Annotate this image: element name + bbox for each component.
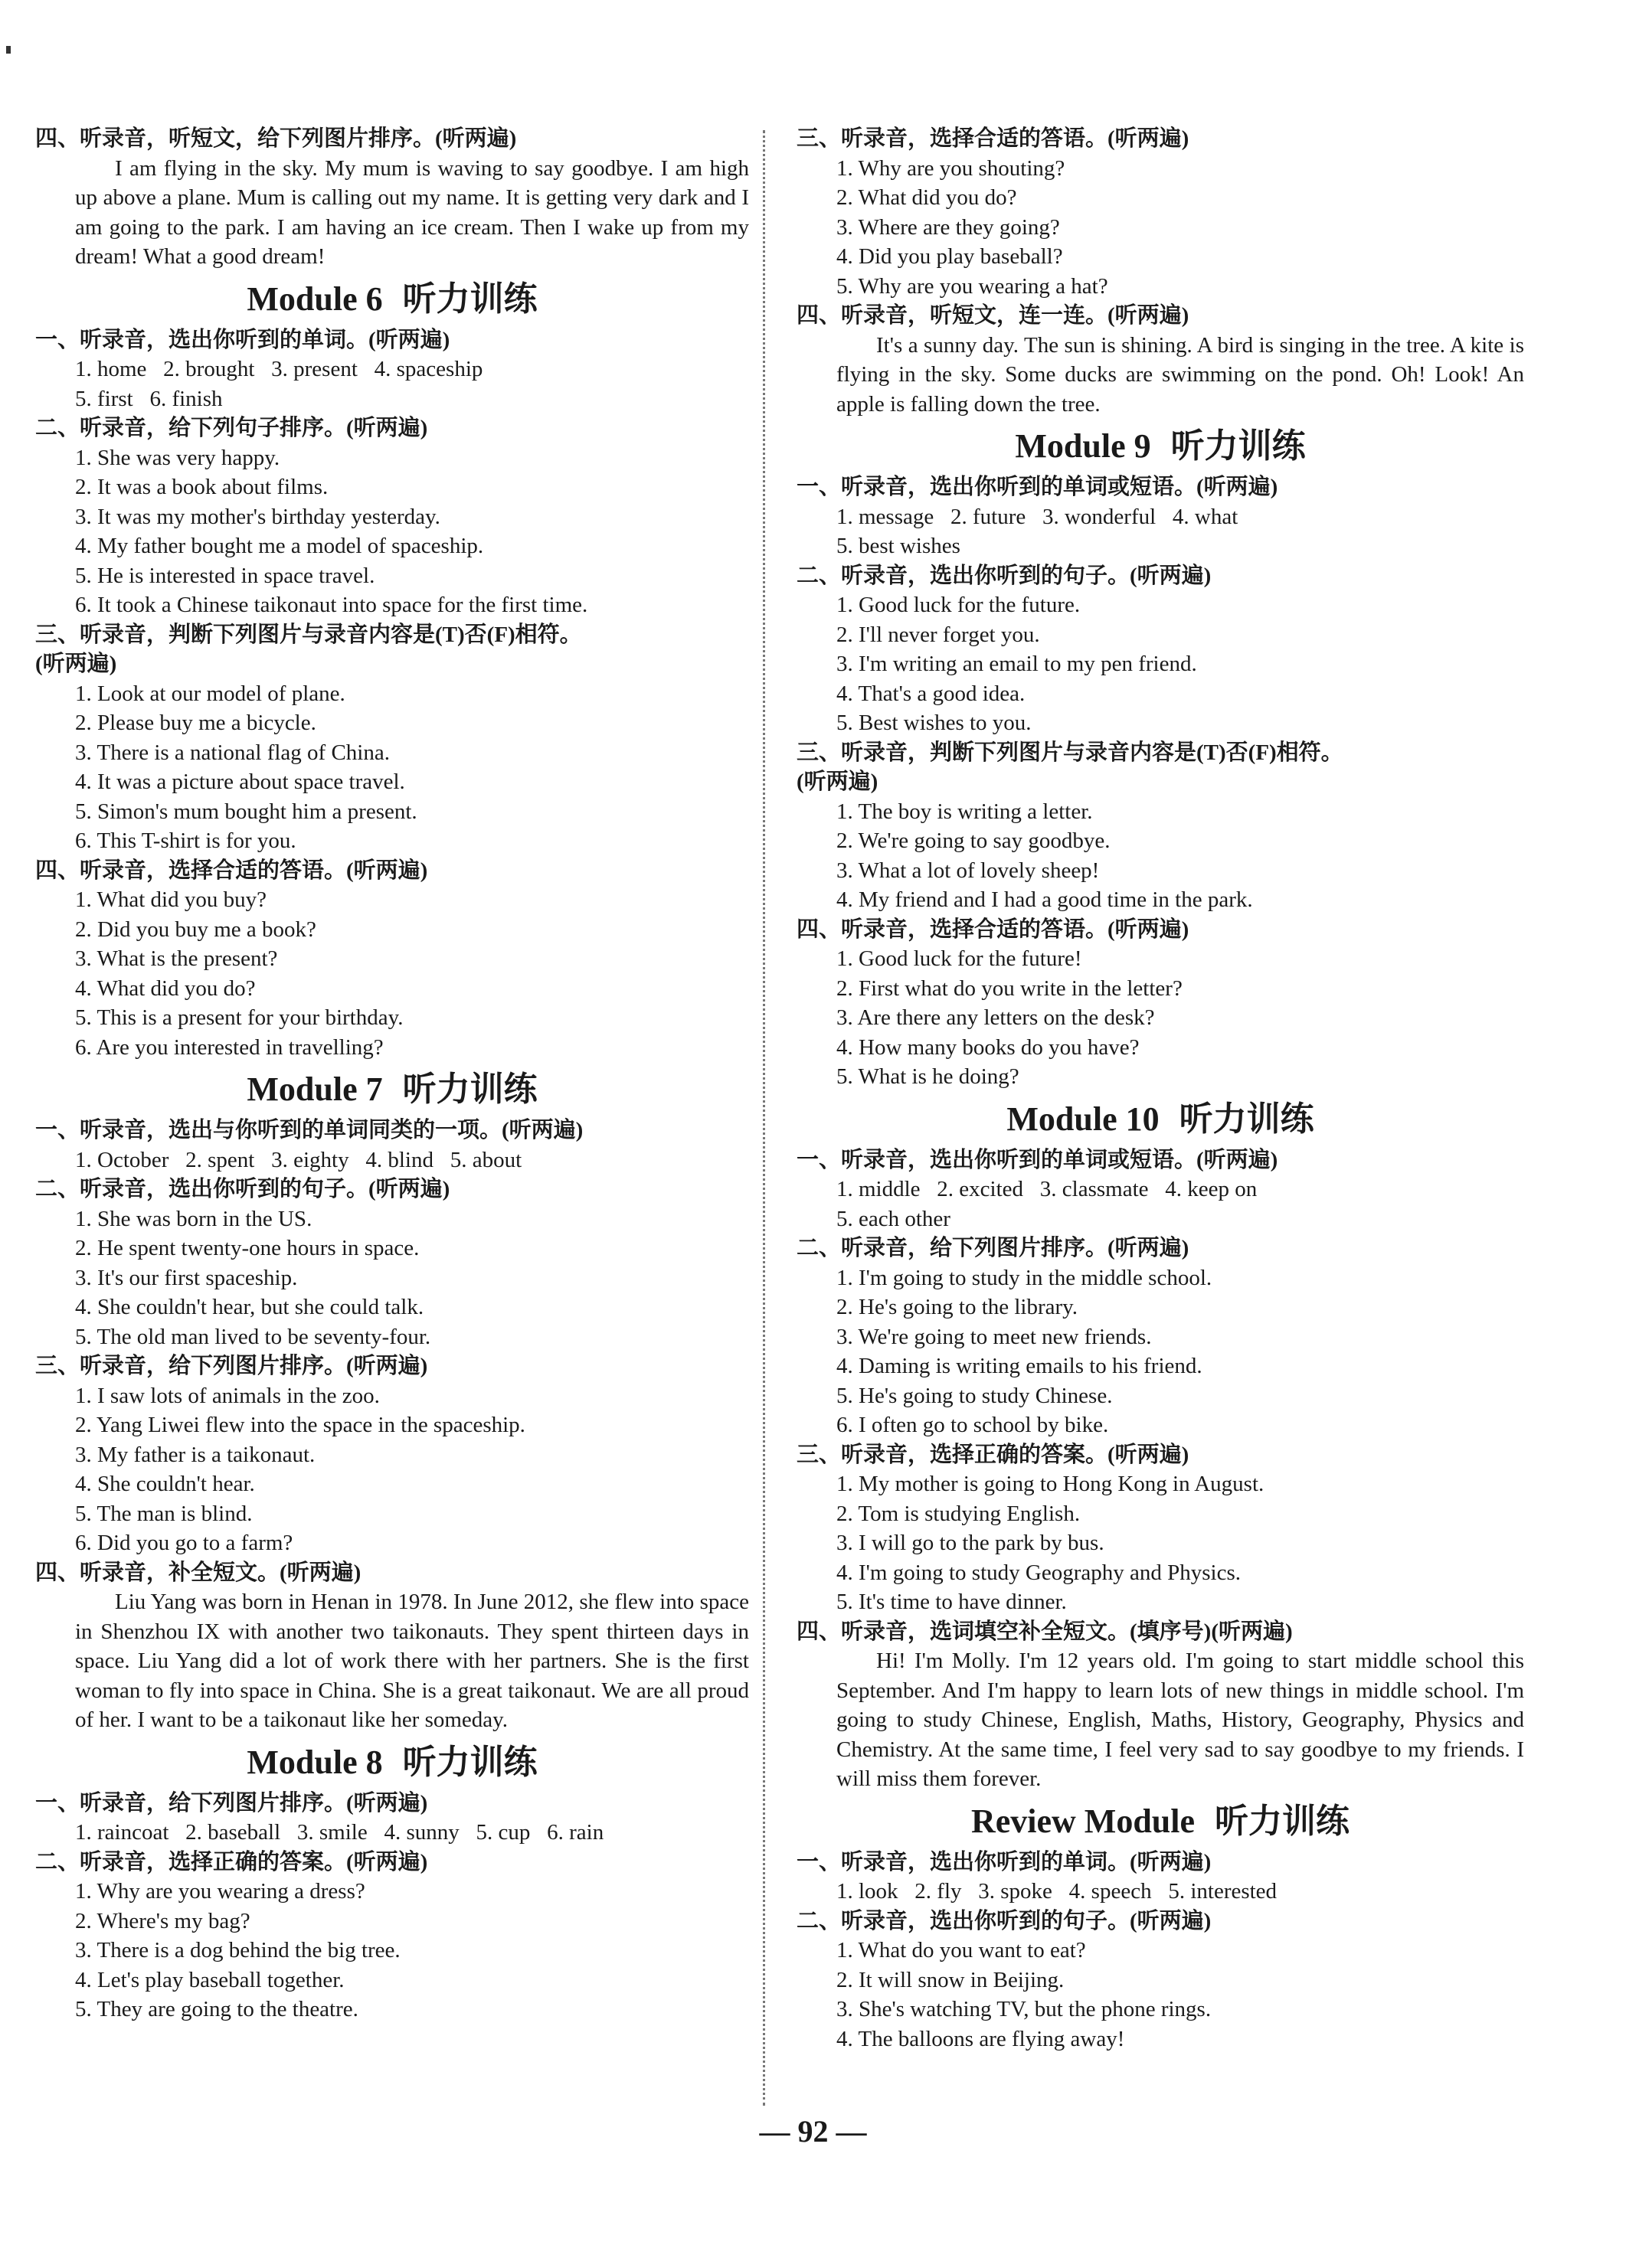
question-item: 1. Look at our model of plane. bbox=[75, 681, 345, 706]
question-item: 4. It was a picture about space travel. bbox=[75, 770, 405, 794]
section-instruction: 三、听录音，判断下列图片与录音内容是(T)否(F)相符。 bbox=[35, 622, 582, 647]
question-item: 1. What did you buy? bbox=[75, 887, 267, 912]
question-item: 1. Why are you shouting? bbox=[836, 155, 1065, 181]
module-subtitle: 听力训练 bbox=[402, 1070, 538, 1108]
section-instruction: 四、听录音，选择合适的答语。(听两遍) bbox=[35, 858, 428, 883]
module-title: Module 9 bbox=[1015, 427, 1151, 465]
question-item: 3. My father is a taikonaut. bbox=[75, 1442, 316, 1467]
question-item: 2. I'll never forget you. bbox=[836, 622, 1040, 647]
question-item: 1. Why are you wearing a dress? bbox=[75, 1879, 365, 1904]
passage-text: Hi! I'm Molly. I'm 12 years old. I'm going to start middle school this September. And I'm happy to learn lots of new things in middle school. I'm going to study Chinese, English, Maths, History, Geography, Physics and Chemistry. At the same time, I feel very sad to say goodbye to my friends. I will miss them forever. bbox=[836, 1649, 1524, 1791]
passage-text: It's a sunny day. The sun is shining. A bird is singing in the tree. A kite is flying in the sky. Some ducks are swimming on the pond. Oh! Look! An apple is falling down the tree. bbox=[836, 332, 1524, 417]
question-item: 5. He is interested in space travel. bbox=[75, 563, 375, 588]
question-item: 1. I'm going to study in the middle school. bbox=[836, 1265, 1212, 1290]
question-item: 6. It took a Chinese taikonaut into space for the first time. bbox=[75, 593, 588, 617]
module-title: Module 6 bbox=[247, 279, 383, 318]
question-item: 3. Where are they going? bbox=[836, 214, 1060, 240]
section-instruction: 四、听录音，选择合适的答语。(听两遍) bbox=[797, 917, 1189, 942]
question-item: 4. Did you play baseball? bbox=[836, 244, 1063, 269]
question-item: 1. My mother is going to Hong Kong in August. bbox=[836, 1472, 1264, 1496]
module-heading bbox=[35, 273, 749, 325]
module-title: Module 8 bbox=[247, 1743, 383, 1781]
question-item: 4. What did you do? bbox=[75, 976, 256, 1001]
section-instruction: 三、听录音，选择正确的答案。(听两遍) bbox=[797, 1442, 1189, 1467]
section-instruction: 三、听录音，选择合适的答语。(听两遍) bbox=[797, 126, 1189, 151]
question-item: 2. First what do you write in the letter? bbox=[836, 976, 1183, 1001]
question-item: 4. I'm going to study Geography and Physics. bbox=[836, 1560, 1241, 1585]
question-item: 2. What did you do? bbox=[836, 185, 1017, 210]
question-item: 5. What is he doing? bbox=[836, 1064, 1019, 1089]
question-item: 4. That's a good idea. bbox=[836, 681, 1026, 706]
column-divider bbox=[763, 130, 765, 2106]
question-item: 3. What a lot of lovely sheep! bbox=[836, 858, 1100, 883]
question-item: 1. She was born in the US. bbox=[75, 1206, 312, 1231]
question-item: 1. raincoat 2. baseball 3. smile 4. sunny 5. cup 6. rain bbox=[75, 1820, 604, 1845]
module-heading bbox=[797, 420, 1524, 472]
question-item: 1. middle 2. excited 3. classmate 4. keep on bbox=[836, 1177, 1258, 1201]
question-item: 5. The old man lived to be seventy-four. bbox=[75, 1324, 431, 1349]
question-item: 4. My father bought me a model of spaceship. bbox=[75, 534, 484, 558]
question-item: 2. It was a book about films. bbox=[75, 475, 329, 499]
module-subtitle: 听力训练 bbox=[1179, 1100, 1314, 1138]
page-number-value: 92 bbox=[797, 2114, 829, 2149]
page-number: — 92 — bbox=[759, 2114, 867, 2149]
question-item: 3. We're going to meet new friends. bbox=[836, 1324, 1152, 1349]
section-instruction: 一、听录音，选出与你听到的单词同类的一项。(听两遍) bbox=[35, 1118, 584, 1142]
passage-text: Liu Yang was born in Henan in 1978. In June 2012, she flew into space in Shenzhou IX with another two taikonauts. They spent thirteen days in space. Liu Yang did a lot of work there with her partners. She is the first woman to fly into space in China. She is a great taikonaut. We are all proud of her. I want to be a taikonaut like her someday. bbox=[75, 1590, 749, 1732]
section-instruction: (听两遍) bbox=[797, 770, 878, 794]
module-subtitle: 听力训练 bbox=[402, 279, 538, 318]
section-instruction: 二、听录音，选择正确的答案。(听两遍) bbox=[35, 1849, 428, 1874]
module-subtitle: 听力训练 bbox=[1215, 1802, 1350, 1840]
question-item: 3. There is a national flag of China. bbox=[75, 740, 390, 765]
question-item: 5. The man is blind. bbox=[75, 1501, 253, 1526]
section-instruction: 三、听录音，给下列图片排序。(听两遍) bbox=[35, 1354, 428, 1378]
question-item: 6. Are you interested in travelling? bbox=[75, 1034, 384, 1060]
question-item: 1. She was very happy. bbox=[75, 445, 280, 470]
question-item: 5. It's time to have dinner. bbox=[836, 1590, 1067, 1614]
question-item: 4. She couldn't hear, but she could talk. bbox=[75, 1295, 424, 1319]
section-instruction: (听两遍) bbox=[35, 652, 117, 676]
question-item: 4. She couldn't hear. bbox=[75, 1472, 255, 1496]
section-instruction: 一、听录音，选出你听到的单词。(听两遍) bbox=[797, 1849, 1212, 1874]
question-item: 1. message 2. future 3. wonderful 4. what bbox=[836, 504, 1238, 529]
question-item: 4. My friend and I had a good time in the park. bbox=[836, 887, 1253, 912]
question-item: 1. Good luck for the future! bbox=[836, 946, 1082, 971]
question-item: 6. I often go to school by bike. bbox=[836, 1413, 1109, 1437]
question-item: 5. best wishes bbox=[836, 534, 960, 558]
question-item: 3. What is the present? bbox=[75, 946, 278, 971]
question-item: 5. He's going to study Chinese. bbox=[836, 1383, 1113, 1408]
question-item: 2. Did you buy me a book? bbox=[75, 917, 316, 942]
question-item: 2. Tom is studying English. bbox=[836, 1501, 1081, 1526]
question-item: 3. I will go to the park by bus. bbox=[836, 1531, 1104, 1555]
question-item: 2. Yang Liwei flew into the space in the spaceship. bbox=[75, 1413, 525, 1437]
question-item: 3. I'm writing an email to my pen friend. bbox=[836, 652, 1197, 676]
question-item: 1. October 2. spent 3. eighty 4. blind 5. about bbox=[75, 1147, 522, 1172]
section-instruction: 二、听录音，选出你听到的句子。(听两遍) bbox=[797, 563, 1212, 588]
module-heading bbox=[797, 1093, 1524, 1145]
section-instruction: 一、听录音，给下列图片排序。(听两遍) bbox=[35, 1790, 428, 1815]
question-item: 4. Daming is writing emails to his friend. bbox=[836, 1354, 1202, 1378]
question-item: 5. first 6. finish bbox=[75, 386, 223, 411]
module-heading bbox=[35, 1737, 749, 1789]
section-instruction: 四、听录音，补全短文。(听两遍) bbox=[35, 1560, 362, 1585]
section-instruction: 四、听录音，听短文，给下列图片排序。(听两遍) bbox=[35, 126, 517, 151]
module-title: Review Module bbox=[970, 1802, 1196, 1840]
question-item: 1. What do you want to eat? bbox=[836, 1938, 1086, 1962]
question-item: 3. There is a dog behind the big tree. bbox=[75, 1938, 401, 1962]
left-column bbox=[35, 124, 749, 2025]
question-item: 5. Simon's mum bought him a present. bbox=[75, 799, 417, 824]
module-heading bbox=[797, 1796, 1524, 1848]
question-item: 2. He's going to the library. bbox=[836, 1295, 1078, 1319]
question-item: 4. The balloons are flying away! bbox=[836, 2026, 1125, 2051]
section-instruction: 二、听录音，选出你听到的句子。(听两遍) bbox=[35, 1177, 450, 1201]
module-title: Module 7 bbox=[247, 1070, 383, 1108]
section-instruction: 一、听录音，选出你听到的单词。(听两遍) bbox=[35, 327, 450, 352]
question-item: 4. How many books do you have? bbox=[836, 1034, 1140, 1060]
question-item: 1. I saw lots of animals in the zoo. bbox=[75, 1383, 380, 1408]
scan-mark bbox=[6, 46, 11, 54]
question-item: 1. home 2. brought 3. present 4. spaceship bbox=[75, 357, 483, 381]
module-heading bbox=[35, 1064, 749, 1116]
question-item: 1. look 2. fly 3. spoke 4. speech 5. interested bbox=[836, 1879, 1278, 1904]
question-item: 2. Please buy me a bicycle. bbox=[75, 711, 316, 735]
question-item: 5. This is a present for your birthday. bbox=[75, 1005, 404, 1030]
question-item: 2. It will snow in Beijing. bbox=[836, 1967, 1065, 1992]
section-instruction: 一、听录音，选出你听到的单词或短语。(听两遍) bbox=[797, 475, 1278, 499]
question-item: 3. Are there any letters on the desk? bbox=[836, 1005, 1155, 1030]
question-item: 5. Best wishes to you. bbox=[836, 711, 1032, 735]
question-item: 6. Did you go to a farm? bbox=[75, 1531, 293, 1555]
module-subtitle: 听力训练 bbox=[1170, 427, 1306, 465]
question-item: 1. The boy is writing a letter. bbox=[836, 799, 1093, 824]
section-instruction: 二、听录音，给下列句子排序。(听两遍) bbox=[35, 416, 428, 440]
question-item: 3. It was my mother's birthday yesterday. bbox=[75, 504, 440, 529]
section-instruction: 一、听录音，选出你听到的单词或短语。(听两遍) bbox=[797, 1147, 1278, 1172]
question-item: 5. They are going to the theatre. bbox=[75, 1997, 358, 2021]
question-item: 3. It's our first spaceship. bbox=[75, 1265, 298, 1290]
question-item: 3. She's watching TV, but the phone rings. bbox=[836, 1997, 1212, 2021]
question-item: 2. We're going to say goodbye. bbox=[836, 828, 1111, 853]
module-subtitle: 听力训练 bbox=[402, 1743, 538, 1781]
right-column bbox=[797, 124, 1524, 2054]
question-item: 2. Where's my bag? bbox=[75, 1908, 250, 1933]
question-item: 1. Good luck for the future. bbox=[836, 593, 1081, 617]
passage-text: I am flying in the sky. My mum is waving to say goodbye. I am high up above a plane. Mum is calling out my name. It is getting very dark and I am going to the park. I am having an ice cream. Then I wake up from my dream! What a good dream! bbox=[75, 155, 749, 269]
question-item: 2. He spent twenty-one hours in space. bbox=[75, 1236, 420, 1260]
question-item: 4. Let's play baseball together. bbox=[75, 1967, 345, 1992]
module-title: Module 10 bbox=[1006, 1100, 1160, 1138]
question-item: 5. Why are you wearing a hat? bbox=[836, 273, 1108, 299]
question-item: 6. This T-shirt is for you. bbox=[75, 828, 296, 853]
section-instruction: 四、听录音，听短文，连一连。(听两遍) bbox=[797, 303, 1189, 328]
section-instruction: 四、听录音，选词填空补全短文。(填序号)(听两遍) bbox=[797, 1619, 1293, 1644]
section-instruction: 二、听录音，选出你听到的句子。(听两遍) bbox=[797, 1908, 1212, 1933]
section-instruction: 二、听录音，给下列图片排序。(听两遍) bbox=[797, 1236, 1189, 1260]
section-instruction: 三、听录音，判断下列图片与录音内容是(T)否(F)相符。 bbox=[797, 740, 1343, 765]
question-item: 5. each other bbox=[836, 1206, 950, 1231]
